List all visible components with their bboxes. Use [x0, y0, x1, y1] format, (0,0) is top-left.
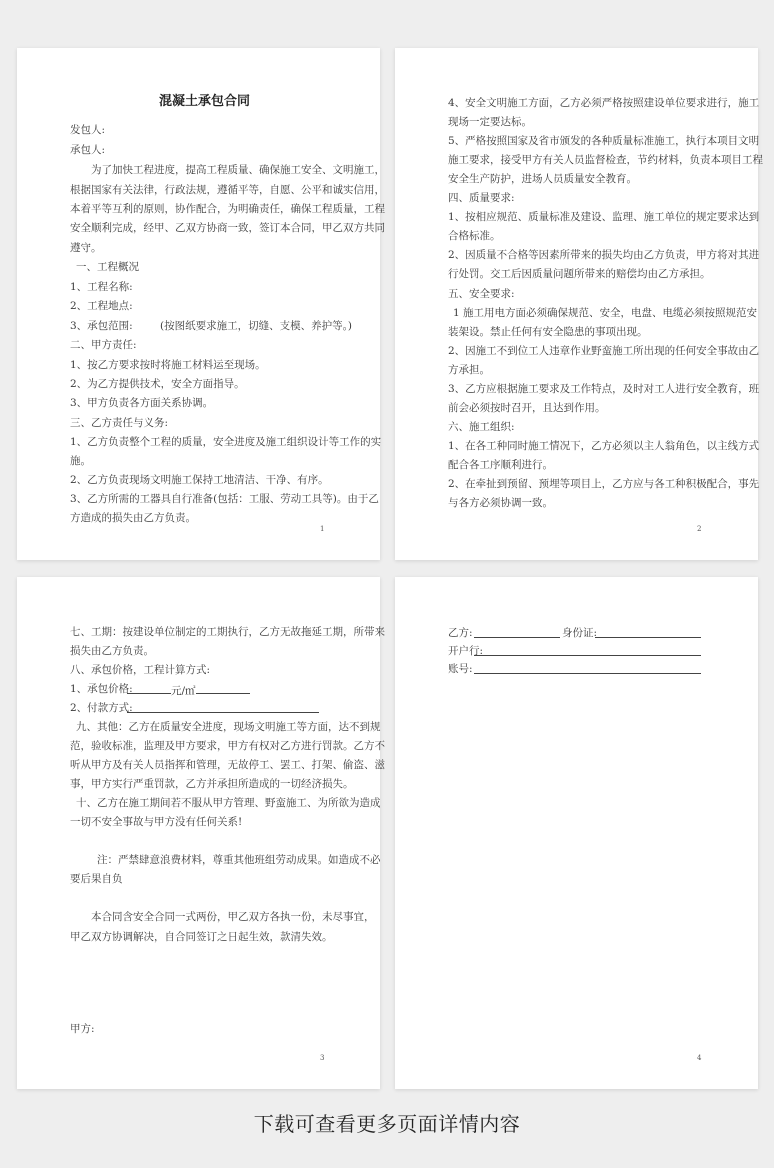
account-label: 账号: — [448, 663, 473, 675]
text-line: 十、乙方在施工期间若不服从甲方管理、野蛮施工、为所欲为造成 — [76, 797, 381, 809]
text-line: 1、工程名称: — [70, 281, 133, 293]
section-heading: 六、施工组织: — [448, 421, 515, 433]
text-line: 3、乙方所需的工器具自行准备(包括：工服、劳动工具等)。由于乙 — [70, 493, 379, 505]
text-line: 1、按相应规范、质量标准及建设、监理、施工单位的规定要求达到 — [448, 211, 760, 223]
text-line: 5、严格按照国家及省市颁发的各种质量标准施工，执行本项目文明 — [448, 135, 760, 147]
text-line: 承包人: — [70, 144, 106, 156]
text-line: 1、在各工种同时施工情况下，乙方必须以主人翁角色，以主线方式 — [448, 440, 760, 452]
text-line: 注：严禁肆意浪费材料，尊重其他班组劳动成果。如造成不必 — [97, 854, 381, 866]
text-line: 七、工期：按建设单位制定的工期执行，乙方无故拖延工期，所带来 — [70, 626, 385, 638]
section-heading: 五、安全要求: — [448, 288, 515, 300]
text-line: 方承担。 — [448, 364, 490, 376]
section-heading: 八、承包价格，工程计算方式: — [70, 664, 211, 676]
text-line: 发包人: — [70, 124, 106, 136]
section-heading: 一、工程概况 — [76, 261, 139, 273]
text-line: 2、付款方式: — [70, 702, 133, 714]
text-line: 2、工程地点: — [70, 300, 133, 312]
page-number: 2 — [697, 525, 702, 533]
text-line: 九、其他：乙方在质量安全进度，现场文明施工等方面，达不到规 — [76, 721, 381, 733]
section-heading: 三、乙方责任与义务: — [70, 417, 169, 429]
text-line: 1 施工用电方面必须确保规范、安全，电盘、电缆必须按照规范安 — [453, 307, 758, 319]
text-line: 安全顺利完成，经甲、乙双方协商一致，签订本合同，甲乙双方共同 — [70, 222, 385, 234]
text-line: 行处罚。交工后因质量问题所带来的赔偿均由乙方承担。 — [448, 268, 711, 280]
text-line: 4、安全文明施工方面，乙方必须严格按照建设单位要求进行，施工 — [448, 97, 760, 109]
contract-title: 混凝土承包合同 — [159, 94, 251, 109]
text-line: 2、在牵扯到预留、预埋等项目上，乙方应与各工种积极配合，事先 — [448, 478, 760, 490]
bank-label: 开户行: — [448, 645, 484, 657]
id-label: 身份证: — [562, 627, 598, 639]
contract-page-3 — [17, 577, 385, 1089]
page-number: 1 — [320, 525, 325, 533]
text-line: 施。 — [70, 455, 91, 467]
text-line: 1、按乙方要求按时将施工材料运至现场。 — [70, 359, 266, 371]
id-line — [595, 627, 701, 642]
page-number: 3 — [320, 1054, 325, 1062]
text-line: 范，验收标准，监理及甲方要求，甲方有权对乙方进行罚款。乙方不 — [70, 740, 385, 752]
text-line: 2、乙方负责现场文明施工保持工地清洁、干净、有序。 — [70, 474, 329, 486]
page-number: 4 — [697, 1054, 702, 1062]
section-heading: 四、质量要求: — [448, 192, 515, 204]
text-line: 装架设。禁止任何有安全隐患的事项出现。 — [448, 326, 648, 338]
text-line: 合格标准。 — [448, 230, 501, 242]
text-line: (按图纸要求施工，切缝、支模、养护等。) — [160, 320, 352, 332]
text-line: 1、承包价格: — [70, 683, 133, 695]
text-line: 配合各工序顺利进行。 — [448, 459, 553, 471]
text-line: 1、乙方负责整个工程的质量，安全进度及施工组织设计等工作的实 — [70, 436, 382, 448]
text-line: 要后果自负 — [70, 873, 123, 885]
text-line: 与各方必须协调一致。 — [448, 497, 553, 509]
text-line: 遵守。 — [70, 242, 102, 254]
text-line: 本合同含安全合同一式两份，甲乙双方各执一份，未尽事宜， — [91, 911, 375, 923]
text-line: 现场一定要达标。 — [448, 116, 532, 128]
contract-page-2 — [395, 48, 763, 560]
account-line — [474, 663, 701, 678]
signature-label: 乙方: — [448, 627, 473, 639]
section-heading: 二、甲方责任: — [70, 339, 137, 351]
price-unit: 元/㎡ — [171, 685, 196, 697]
text-line: 事，甲方实行严重罚款，乙方并承担所造成的一切经济损失。 — [70, 778, 354, 790]
text-line: 前会必须按时召开，且达到作用。 — [448, 402, 606, 414]
signature-label: 甲方: — [70, 1023, 95, 1035]
text-line: 施工要求，接受甲方有关人员监督检查，节约材料，负责本项目工程 — [448, 154, 763, 166]
price-field — [127, 683, 250, 698]
payment-field — [127, 702, 319, 717]
text-line: 2、因质量不合格等因素所带来的损失均由乙方负责，甲方将对其进 — [448, 249, 760, 261]
text-line: 2、因施工不到位工人违章作业野蛮施工所出现的任何安全事故由乙 — [448, 345, 760, 357]
contract-page-4 — [395, 577, 758, 1089]
text-line: 3、乙方应根据施工要求及工作特点，及时对工人进行安全教育，班 — [448, 383, 760, 395]
text-line: 为了加快工程进度，提高工程质量、确保施工安全、文明施工， — [91, 164, 385, 176]
text-line: 安全生产防护，进场人员质量安全教育。 — [448, 173, 637, 185]
text-line: 甲乙双方协调解决，自合同签订之日起生效，款清失效。 — [70, 931, 333, 943]
text-line: 3、甲方负责各方面关系协调。 — [70, 397, 214, 409]
text-line: 根据国家有关法律，行政法规，遵循平等，自愿、公平和诚实信用， — [70, 184, 385, 196]
text-line: 2、为乙方提供技术，安全方面指导。 — [70, 378, 245, 390]
download-caption: 下载可查看更多页面详情内容 — [253, 1112, 521, 1136]
bank-line — [474, 645, 701, 660]
text-line: 3、承包范围: — [70, 320, 133, 332]
contract-page-1 — [17, 48, 385, 560]
text-line: 方造成的损失由乙方负责。 — [70, 512, 196, 524]
signature-line — [474, 627, 560, 642]
text-line: 损失由乙方负责。 — [70, 645, 154, 657]
text-line: 本着平等互利的原则，协作配合，为明确责任，确保工程质量，工程 — [70, 203, 385, 215]
text-line: 一切不安全事故与甲方没有任何关系! — [70, 816, 243, 828]
text-line: 听从甲方及有关人员指挥和管理，无故停工、罢工、打架、偷盗、滋 — [70, 759, 385, 771]
